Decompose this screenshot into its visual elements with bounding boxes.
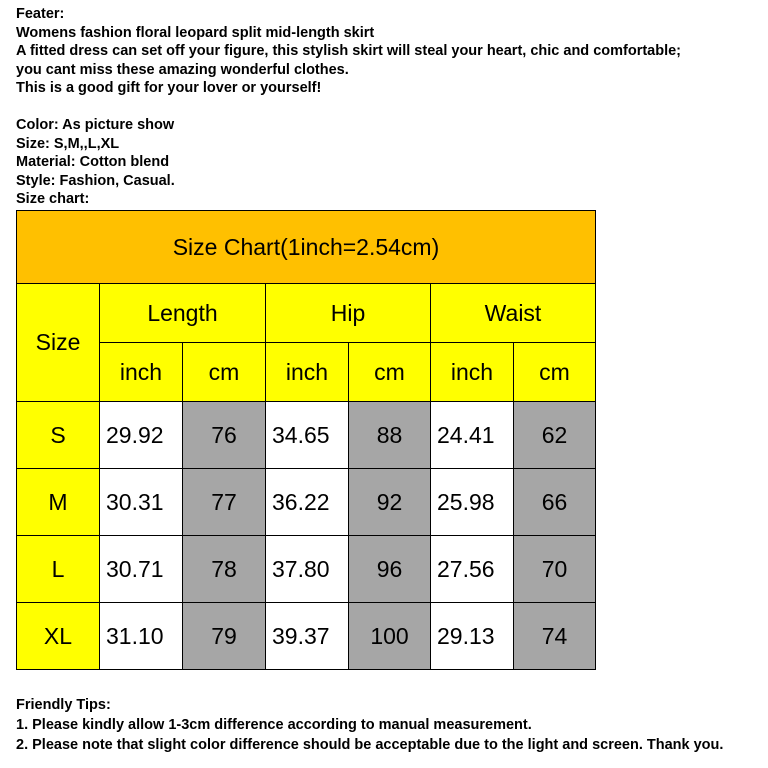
table-row [17, 469, 596, 536]
waist-cm-cell: 70 [514, 536, 596, 603]
material-spec: Material: Cotton blend [16, 154, 170, 171]
hip-inch-cell: 34.65 [266, 402, 349, 469]
waist-inch-cell: 27.56 [431, 536, 514, 603]
length-inch-cell: 29.92 [100, 402, 183, 469]
hip-header: Hip [266, 284, 431, 343]
size-chart-title: Size Chart(1inch=2.54cm) [17, 211, 596, 284]
size-label: S [17, 402, 100, 469]
waist-header: Waist [431, 284, 596, 343]
tips-label: Friendly Tips: [16, 697, 111, 713]
unit-header-cm: cm [349, 343, 431, 402]
hip-inch-cell: 37.80 [266, 536, 349, 603]
table-row [17, 536, 596, 603]
size-spec: Size: S,M,,L,XL [16, 135, 120, 152]
length-cm-cell: 78 [183, 536, 266, 603]
tip-item: 1. Please kindly allow 1-3cm difference according to manual measurement. [16, 717, 532, 733]
hip-inch-cell: 36.22 [266, 469, 349, 536]
description-line: This is a good gift for your lover or yourself! [16, 80, 322, 97]
size-chart-label: Size chart: [16, 191, 90, 208]
color-spec: Color: As picture show [16, 116, 175, 133]
size-label: M [17, 469, 100, 536]
feater-label: Feater: [16, 6, 65, 22]
size-chart-table [16, 210, 596, 670]
product-description [16, 5, 761, 209]
product-name: Womens fashion floral leopard split mid-length skirt [16, 24, 375, 41]
waist-inch-cell: 25.98 [431, 469, 514, 536]
waist-cm-cell: 66 [514, 469, 596, 536]
waist-cm-cell: 62 [514, 402, 596, 469]
size-label: L [17, 536, 100, 603]
spacer [16, 98, 761, 116]
table-row [17, 402, 596, 469]
unit-header-cm: cm [183, 343, 266, 402]
hip-cm-cell: 96 [349, 536, 431, 603]
length-inch-cell: 30.31 [100, 469, 183, 536]
size-label: XL [17, 603, 100, 670]
waist-cm-cell: 74 [514, 603, 596, 670]
hip-cm-cell: 88 [349, 402, 431, 469]
length-cm-cell: 77 [183, 469, 266, 536]
length-cm-cell: 79 [183, 603, 266, 670]
length-inch-cell: 31.10 [100, 603, 183, 670]
size-column-header: Size [17, 284, 100, 402]
length-cm-cell: 76 [183, 402, 266, 469]
friendly-tips [16, 695, 761, 755]
description-line: you cant miss these amazing wonderful clothes. [16, 61, 349, 78]
unit-header-inch: inch [100, 343, 183, 402]
unit-header-inch: inch [266, 343, 349, 402]
table-row [17, 603, 596, 670]
waist-inch-cell: 29.13 [431, 603, 514, 670]
description-line: A fitted dress can set off your figure, this stylish skirt will steal your heart, chic and comfortable; [16, 43, 682, 60]
hip-inch-cell: 39.37 [266, 603, 349, 670]
style-spec: Style: Fashion, Casual. [16, 172, 175, 189]
waist-inch-cell: 24.41 [431, 402, 514, 469]
tip-item: 2. Please note that slight color difference should be acceptable due to the light and screen. Thank you. [16, 737, 724, 753]
hip-cm-cell: 92 [349, 469, 431, 536]
unit-header-inch: inch [431, 343, 514, 402]
length-inch-cell: 30.71 [100, 536, 183, 603]
hip-cm-cell: 100 [349, 603, 431, 670]
unit-header-cm: cm [514, 343, 596, 402]
length-header: Length [100, 284, 266, 343]
